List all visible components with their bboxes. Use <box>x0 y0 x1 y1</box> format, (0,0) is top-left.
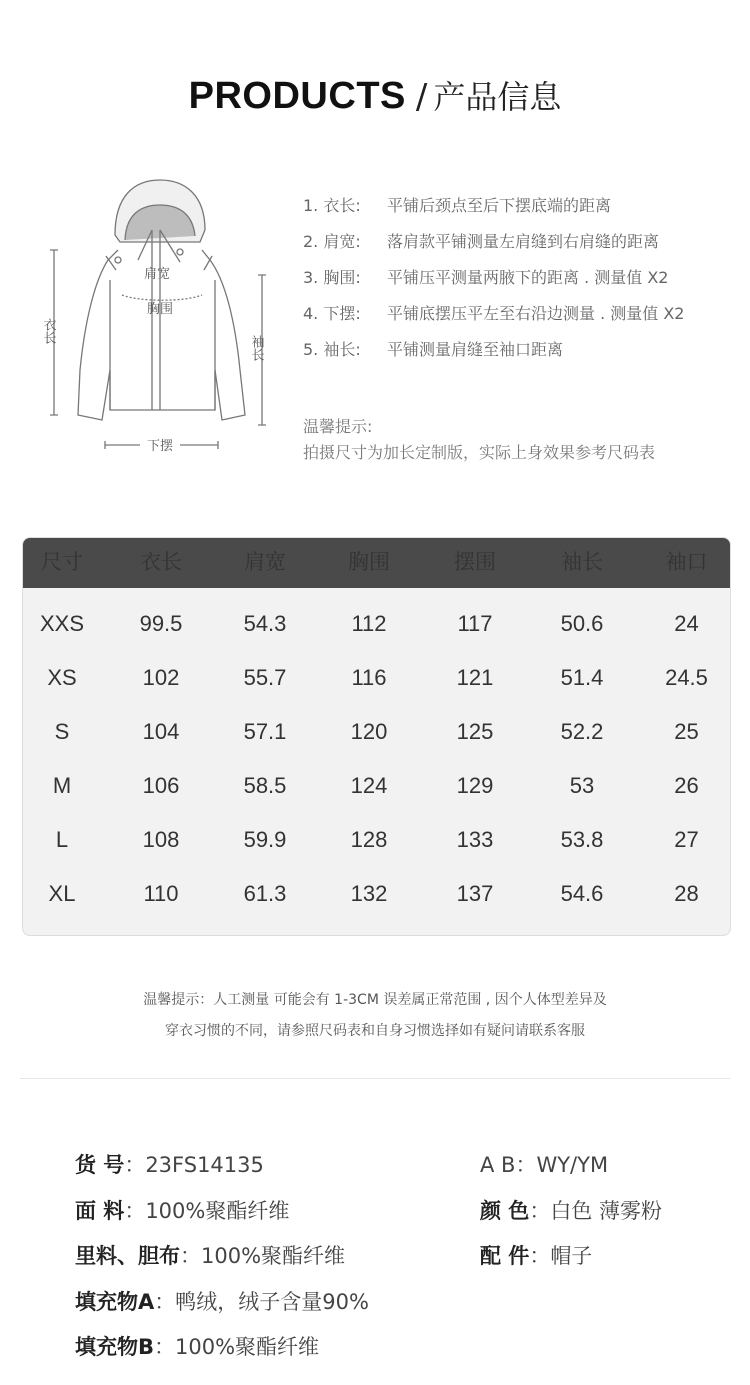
spec-label: 填充物A <box>75 1289 155 1314</box>
title-en: PRODUCTS <box>188 75 406 117</box>
header-cell: 袖口 <box>665 551 708 574</box>
measure-row: 1. 衣长: 平铺后颈点至后下摆底端的距离 <box>303 196 612 215</box>
spec-label: 颜 色 <box>480 1198 530 1223</box>
measure-row: 3. 胸围: 平铺压平测量两腋下的距离 . 测量值 X2 <box>303 268 669 287</box>
page-title <box>0 72 750 118</box>
spec-row: 面 料：100%聚酯纤维 颜 色：白色 薄雾粉 <box>75 1198 662 1223</box>
table-row: S 104 57.1 120 125 52.2 25 <box>54 719 699 744</box>
header-cell: 摆围 <box>454 551 496 574</box>
header-cell: 袖长 <box>561 551 603 574</box>
table-row: XS 102 55.7 116 121 51.4 24.5 <box>47 665 708 690</box>
spec-label: 填充物B <box>75 1335 155 1359</box>
spec-value: 鸭绒，绒子含量90% <box>175 1289 369 1314</box>
jacket-sketch-icon <box>40 170 280 460</box>
spec-row: 里料、胆布：100%聚酯纤维 配 件：帽子 <box>75 1244 593 1268</box>
table-row: XXS 99.5 54.3 112 117 50.6 24 <box>39 611 699 636</box>
label-chest: 胸围 <box>146 302 174 317</box>
spec-label: A B <box>480 1153 516 1177</box>
spec-value: 100%聚酯纤维 <box>145 1198 290 1223</box>
spec-value: 白色 薄雾粉 <box>550 1198 662 1223</box>
header-cell: 胸围 <box>348 551 390 574</box>
table-header <box>23 538 730 588</box>
spec-value: 23FS14135 <box>145 1153 264 1177</box>
label-shoulder: 肩宽 <box>143 267 171 282</box>
spec-value: WY/YM <box>536 1153 609 1177</box>
spec-row: 填充物B：100%聚酯纤维 <box>75 1335 320 1359</box>
spec-label: 配 件 <box>480 1244 530 1268</box>
tip-box <box>303 414 655 466</box>
label-hem: 下摆 <box>146 439 174 454</box>
measure-row: 4. 下摆: 平铺底摆压平左至右沿边测量 . 测量值 X2 <box>303 304 685 323</box>
title-separator: / <box>415 77 428 117</box>
label-sleeve: 袖长 <box>248 335 264 361</box>
header-cell: 衣长 <box>140 551 182 574</box>
spec-label: 货 号 <box>75 1153 125 1177</box>
header-cell: 尺寸 <box>41 551 83 574</box>
measurement-guide <box>303 192 733 372</box>
spec-value: 100%聚酯纤维 <box>175 1335 320 1359</box>
divider <box>20 1078 730 1079</box>
title-cn: 产品信息 <box>433 78 562 116</box>
table-row: M 106 58.5 124 129 53 26 <box>52 773 699 798</box>
measurement-note: 温馨提示：人工测量 可能会有 1-3CM 误差属正常范围 , 因个人体型差异及 穿衣习惯的不同，请参照尺码表和自身习惯选择如有疑问请联系客服 <box>143 992 607 1039</box>
table-row: XL 110 61.3 132 137 54.6 28 <box>48 881 699 906</box>
spec-value: 帽子 <box>550 1244 593 1268</box>
tip-text: 拍摄尺寸为加长定制版，实际上身效果参考尺码表 <box>303 443 656 462</box>
tip-title: 温馨提示: <box>303 417 373 436</box>
table-row: L 108 59.9 128 133 53.8 27 <box>55 827 699 852</box>
measure-row: 5. 袖长: 平铺测量肩缝至袖口距离 <box>303 340 564 359</box>
measure-row: 2. 肩宽: 落肩款平铺测量左肩缝到右肩缝的距离 <box>303 232 660 251</box>
spec-row: 填充物A：鸭绒，绒子含量90% <box>75 1289 369 1314</box>
spec-label: 面 料 <box>75 1198 125 1223</box>
spec-value: 100%聚酯纤维 <box>201 1244 346 1268</box>
header-cell: 肩宽 <box>244 551 286 574</box>
product-specs <box>75 1147 715 1375</box>
table-body <box>23 588 730 921</box>
spec-row: 货 号：23FS14135 A B：WY/YM <box>75 1153 609 1177</box>
size-table <box>22 537 731 936</box>
spec-label: 里料、胆布 <box>75 1244 180 1268</box>
label-length: 衣长 <box>40 318 56 344</box>
